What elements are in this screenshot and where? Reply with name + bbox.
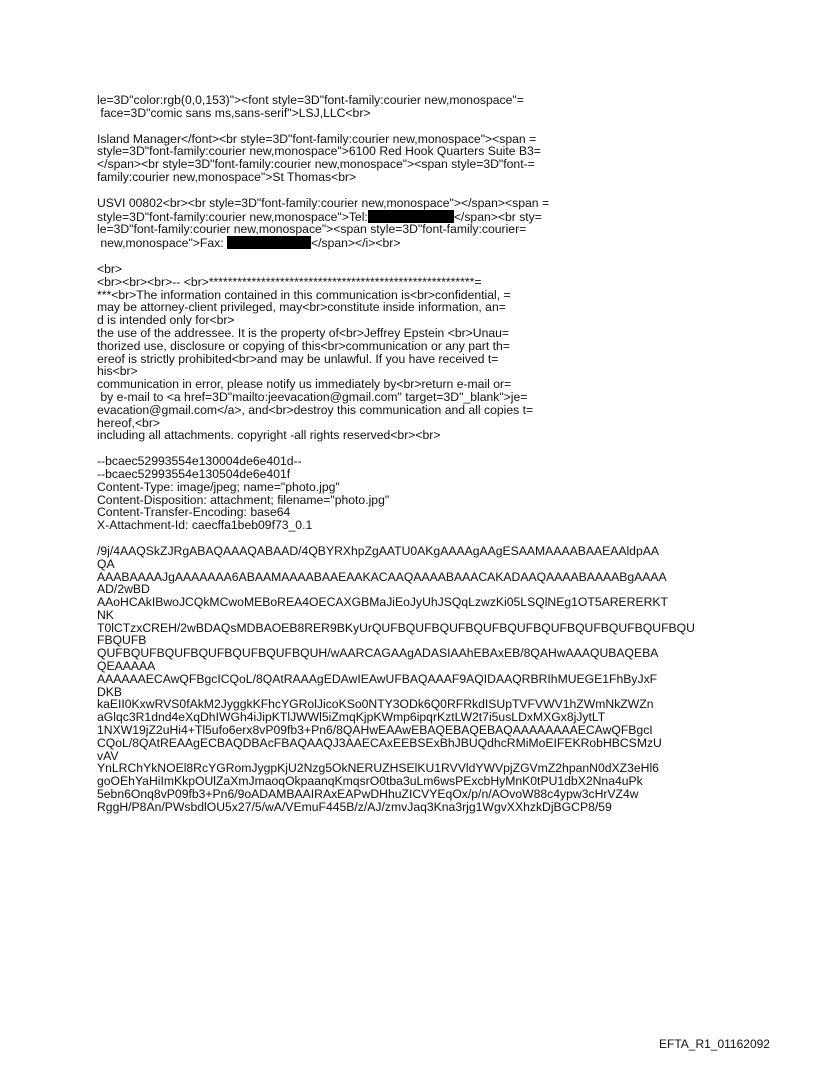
text-segment: NK: [97, 607, 114, 622]
text-segment: face=3D"comic sans ms,sans-serif">LSJ,LLC<br>: [97, 105, 371, 120]
text-segment: FBQUFB: [97, 633, 147, 648]
text-segment: CQoL/8QAtREAAgECBAQDBAcFBAQAAQJ3AAECAxEEBSExBhJBUQdhcRMiMoEIFEKRobHBCSMzU: [97, 735, 662, 750]
text-segment: communication in error, please notify us immediately by<br>return e-mail or=: [97, 377, 512, 392]
text-segment: QEAAAAA: [97, 659, 156, 674]
paragraph: [97, 545, 787, 814]
text-segment: Island Manager</font><br style=3D"font-family:courier new,monospace"><span =: [97, 131, 537, 146]
text-segment: vAV: [97, 748, 119, 763]
text-segment: /9j/4AAQSkZJRgABAQAAAQABAAD/4QBYRXhpZgAATU0AKgAAAAgAAgESAAMAAAABAAEAAldpAA: [97, 543, 659, 558]
text-line: [97, 353, 787, 366]
text-segment: kaEII0KxwRVS0fAkM2JyggkKFhcYGRolJicoKSo0NTY3ODk6Q0RFRkdISUpTVFVWV1hZWmNkZWZn: [97, 697, 654, 712]
text-line: [97, 223, 787, 236]
text-segment: family:courier new,monospace">St Thomas<br>: [97, 169, 357, 184]
text-segment: his<br>: [97, 364, 138, 379]
text-segment: T0lCTzxCREH/2wBDAQsMDBAOEB8RER9BKyUrQUFBQUFBQUFBQUFBQUFBQUFBQUFBQUFBQUFBQU: [97, 620, 695, 635]
text-line: [97, 596, 787, 609]
text-segment: d is intended only for<br>: [97, 313, 235, 328]
text-segment: new,monospace">Fax:: [97, 236, 227, 251]
text-segment: </span><br style=3D"font-family:courier new,monospace"><span style=3D"font-=: [97, 157, 535, 172]
text-line: [97, 571, 787, 584]
text-segment: ***<br>The information contained in this communication is<br>confidential, =: [97, 287, 511, 302]
text-segment: thorized use, disclosure or copying of this<br>communication or any part th=: [97, 338, 510, 353]
text-segment: goOEhYaHiImKkpOUlZaXmJmaoqOkpaanqKmqsrO0tba3uLm6wsPExcbHyMnK0tPU1dbX2Nna4uPk: [97, 774, 643, 789]
text-segment: le=3D"font-family:courier new,monospace"><span style=3D"font-family:courier=: [97, 222, 527, 237]
text-segment: including all attachments. copyright -all rights reserved<br><br>: [97, 428, 441, 443]
text-segment: <br>: [97, 261, 123, 276]
text-segment: AD/2wBD: [97, 582, 150, 597]
text-segment: the use of the addressee. It is the property of<br>Jeffrey Epstein <br>Unau=: [97, 325, 510, 340]
text-segment: Content-Type: image/jpeg; name="photo.jpg": [97, 479, 340, 494]
text-segment: Content-Disposition: attachment; filename="photo.jpg": [97, 492, 390, 507]
text-line: [97, 210, 787, 224]
text-line: [97, 197, 787, 210]
text-line: [97, 171, 787, 184]
text-line: [97, 236, 787, 250]
text-segment: hereof,<br>: [97, 415, 161, 430]
text-segment: <br><br><br>-- <br>********************************************************=: [97, 274, 482, 289]
text-segment: le=3D"color:rgb(0,0,153)"><font style=3D"font-family:courier new,monospace"=: [97, 93, 524, 107]
text-segment: </span></i><br>: [311, 236, 401, 251]
redaction-block: [368, 210, 454, 223]
redaction-block: [227, 236, 311, 249]
text-segment: --bcaec52993554e130004de6e401d--: [97, 454, 302, 469]
text-segment: --bcaec52993554e130504de6e401f: [97, 466, 291, 481]
text-segment: AAAAAAECAwQFBgcICQoL/8QAtRAAAgEDAwIEAwUFBAQAAAF9AQIDAAQRBRIhMUEGE1FhByJxF: [97, 671, 658, 686]
text-segment: YnLRChYkNOEl8RcYGRomJygpKjU2Nzg5OkNERUZHSElKU1RVVldYWVpjZGVmZ2hpanN0dXZ3eHl6: [97, 761, 659, 776]
text-segment: QA: [97, 556, 115, 571]
text-segment: aGlqc3R1dnd4eXqDhIWGh4iJipKTlJWWl5iZmqKjpKWmp6ipqrKztLW2t7i5usLDxMXGx8jJytLT: [97, 710, 606, 725]
text-segment: AAoHCAkIBwoJCQkMCwoMEBoREA4OECAXGBMaJiEoJyUhJSQqLzwzKi05LSQlNEg1OT5ARERERKT: [97, 595, 668, 610]
text-line: [97, 107, 787, 120]
text-segment: evacation@gmail.com</a>, and<br>destroy this communication and all copies t=: [97, 402, 534, 417]
text-segment: by e-mail to <a href=3D"mailto:jeevacation@gmail.com" target=3D"_blank">je=: [97, 389, 528, 404]
paragraph: [97, 455, 787, 532]
document-body: [97, 94, 787, 827]
text-line: [97, 737, 787, 750]
text-segment: 1NXW19jZ2uHi4+Tl5ufo6erx8vP09fb3+Pn6/8QAHwEAAwEBAQEBAQEBAQAAAAAAAAECAwQFBgcI: [97, 723, 653, 738]
bates-number: EFTA_R1_01162092: [659, 1037, 770, 1051]
text-line: [97, 545, 787, 558]
text-segment: Content-Transfer-Encoding: base64: [97, 505, 291, 520]
paragraph: [97, 197, 787, 250]
paragraph: [97, 94, 787, 120]
text-line: [97, 647, 787, 660]
paragraph: [97, 263, 787, 442]
text-segment: AAABAAAAJgAAAAAAA6ABAAMAAAABAAEAAKACAAQAAAABAAACAKADAAQAAAABAAAABgAAAA: [97, 569, 667, 584]
text-line: [97, 801, 787, 814]
text-segment: QUFBQUFBQUFBQUFBQUFBQUFBQUH/wAARCAGAAgADASIAAhEBAxEB/8QAHwAAAQUBAQEBA: [97, 646, 659, 661]
text-segment: ereof is strictly prohibited<br>and may be unlawful. If you have received t=: [97, 351, 499, 366]
text-segment: X-Attachment-Id: caecffa1beb09f73_0.1: [97, 518, 313, 533]
text-line: [97, 429, 787, 442]
text-segment: USVI 00802<br><br style=3D"font-family:courier new,monospace"></span><span =: [97, 195, 550, 210]
text-line: [97, 404, 787, 417]
text-line: [97, 673, 787, 686]
paragraph: [97, 133, 787, 184]
text-segment: style=3D"font-family:courier new,monospace">Tel:: [97, 209, 368, 224]
text-line: [97, 519, 787, 532]
text-segment: 5ebn6Onq8vP09fb3+Pn6/9oADAMBAAIRAxEAPwDHhuZICVYEqOx/p/n/AOvoW88c4ypw3cHrVZ4w: [97, 787, 639, 802]
text-line: [97, 622, 787, 635]
text-segment: DKB: [97, 684, 123, 699]
text-segment: RggH/P8An/PWsbdlOU5x27/5/wA/VEmuF445B/z/AJ/zmvJaq3Kna3rjg1WgvXXhzkDjBGCP8/59: [97, 799, 612, 814]
text-segment: </span><br sty=: [453, 209, 542, 224]
text-segment: may be attorney-client privileged, may<br>constitute inside information, an=: [97, 300, 506, 315]
text-segment: style=3D"font-family:courier new,monospace">6100 Red Hook Quarters Suite B3=: [97, 144, 541, 159]
